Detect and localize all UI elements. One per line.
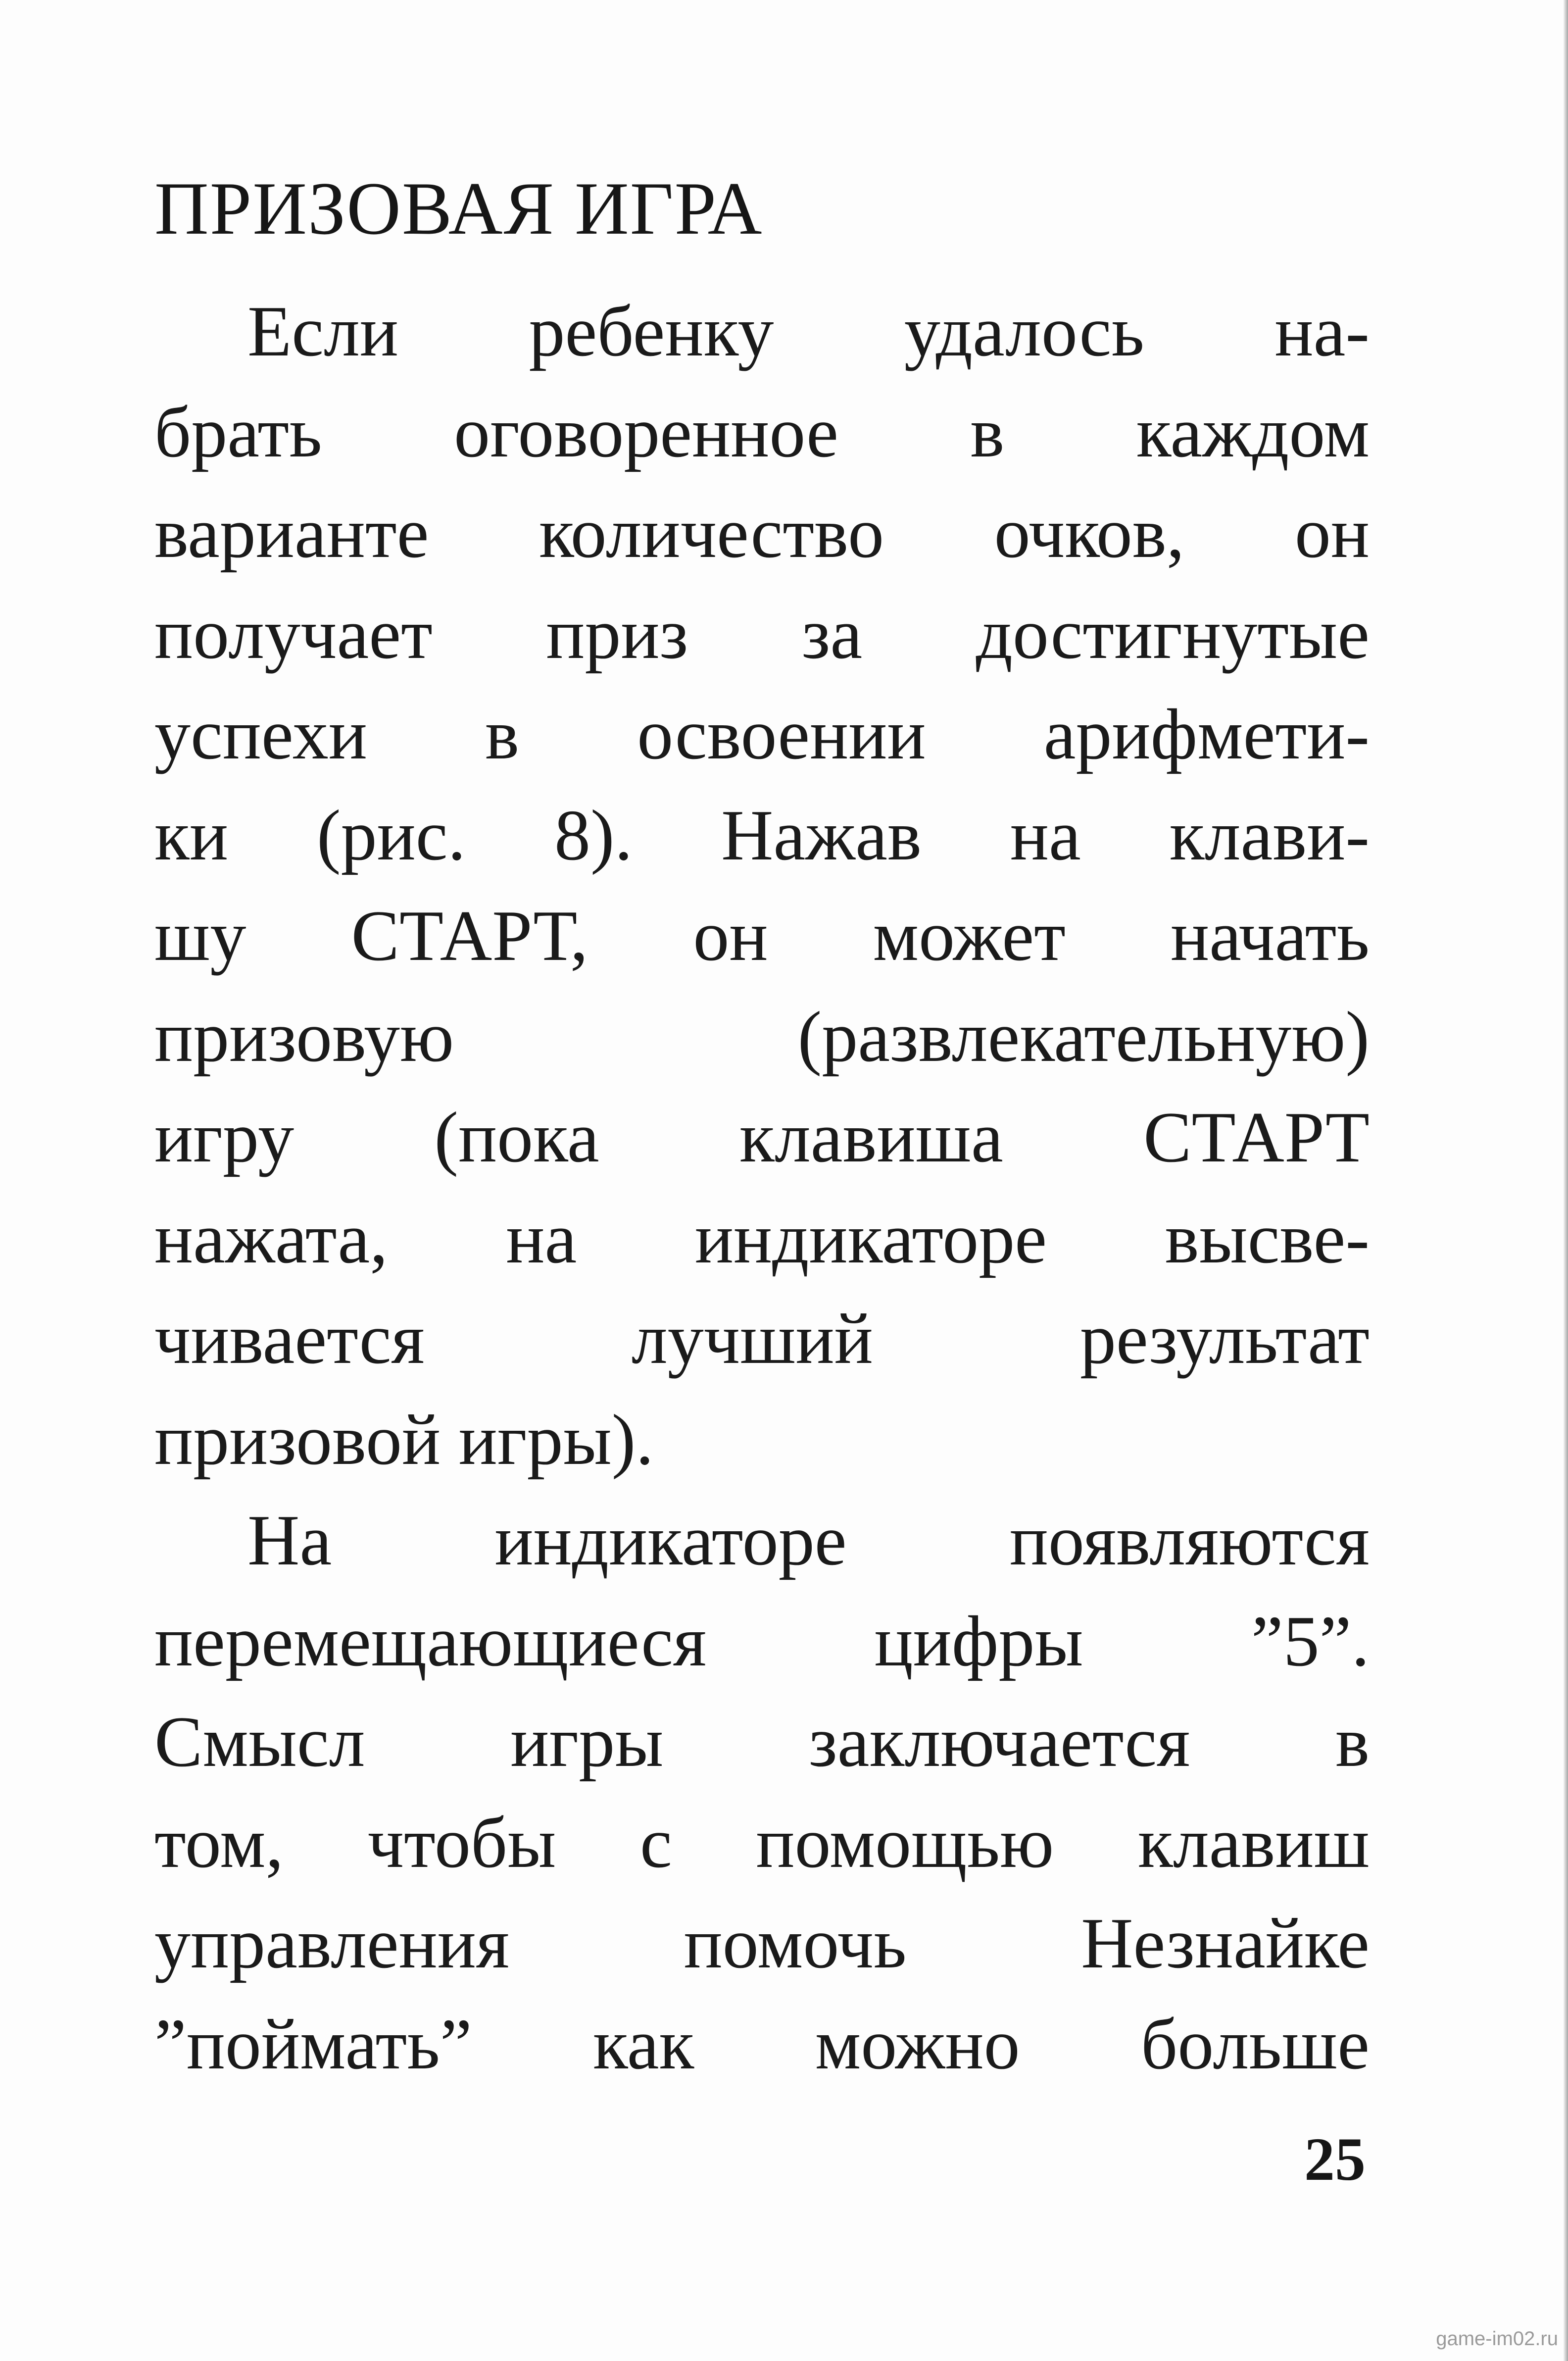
text-line: призовой игры). — [154, 1400, 654, 1480]
text-line: том, чтобы с помощью клавиш — [154, 1803, 1370, 1883]
text-line: управления помочь Незнайке — [154, 1903, 1370, 1983]
scan-edge — [1563, 0, 1568, 2361]
text-line: нажата, на индикаторе высве- — [154, 1198, 1370, 1278]
text-line: Если ребенку удалось на- — [247, 291, 1370, 371]
site-watermark: game-im02.ru — [1436, 2328, 1558, 2350]
text-line: ”поймать” как можно больше — [154, 2004, 1370, 2084]
text-line: шу СТАРТ, он может начать — [154, 896, 1370, 976]
text-line: получает приз за достигнутые — [154, 594, 1370, 674]
text-line: перемещающиеся цифры ”5”. — [154, 1601, 1370, 1681]
text-line: успехи в освоении арифмети- — [154, 694, 1370, 774]
text-line: Смысл игры заключается в — [154, 1702, 1370, 1782]
text-line: ки (рис. 8). Нажав на клави- — [154, 795, 1370, 875]
text-line: призовую (развлекательную) — [154, 997, 1370, 1077]
text-line: брать оговоренное в каждом — [154, 392, 1370, 472]
page-number: 25 — [1304, 2125, 1366, 2193]
text-line: чивается лучший результат — [154, 1299, 1370, 1379]
text-line: На индикаторе появляются — [247, 1500, 1370, 1580]
text-line: варианте количество очков, он — [154, 493, 1370, 573]
text-line: игру (пока клавиша СТАРТ — [154, 1097, 1370, 1177]
section-heading: ПРИЗОВАЯ ИГРА — [154, 167, 763, 250]
